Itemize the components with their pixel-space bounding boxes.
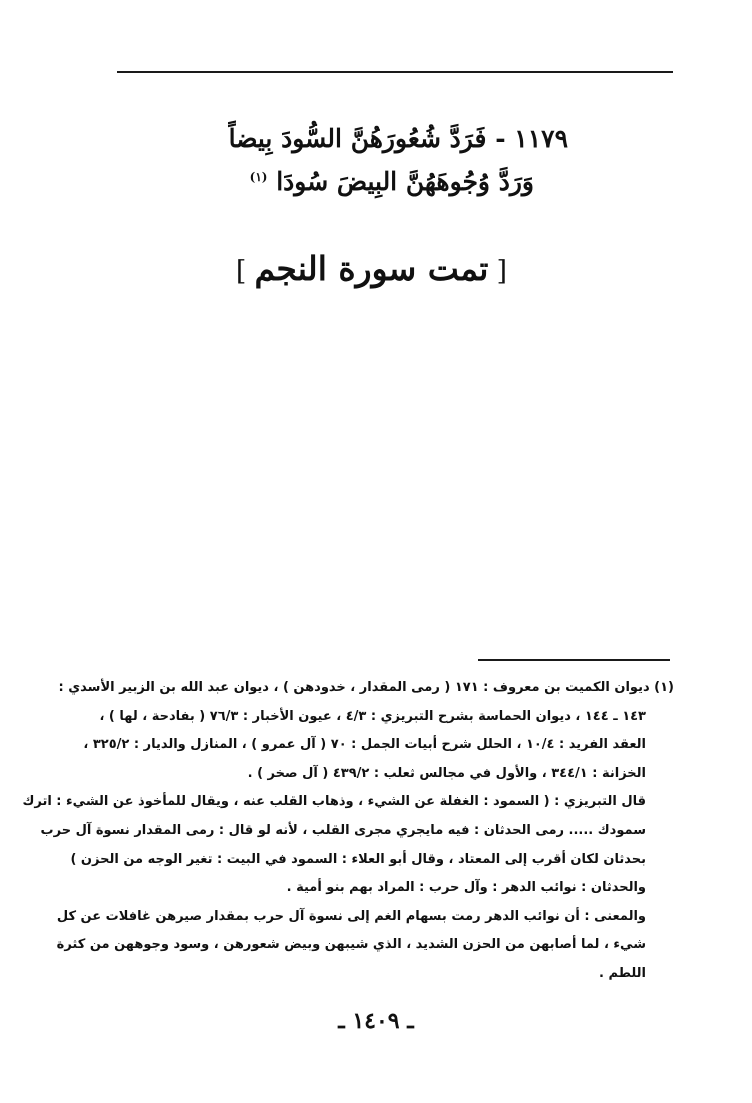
- page-number: ـ ١٤٠٩ ـ: [338, 1008, 414, 1034]
- surah-closing-title: [228, 249, 515, 288]
- footnote-line: بحدثان لكان أقرب إلى المعتاد ، وقال أبو العلاء : السمود في البيت : تغير الوجه من الحزن ): [70, 851, 646, 867]
- footnote-line: (١) ديوان الكميت بن معروف : ١٧١ ( رمى المقدار ، خدودهن ) ، ديوان عبد الله بن الزبير الأسدي :: [58, 680, 674, 695]
- footnotes: [22, 674, 674, 989]
- footnote-line: والحدثان : نوائب الدهر : وآل حرب : المراد بهم بنو أمية .: [286, 880, 646, 896]
- header-rule: [117, 71, 673, 73]
- footnote-line: اللطم .: [599, 965, 646, 981]
- verse-line-1-text: ١١٧٩ - فَرَدَّ شُعُورَهُنَّ السُّودَ بِيضاً: [228, 124, 568, 153]
- footnote-line: قال التبريزي : ( السمود : الغفلة عن الشيء ، وذهاب القلب عنه ، ويقال للمأخوذ عن الشيء : اترك: [22, 794, 646, 810]
- closing-open-bracket: [: [496, 256, 507, 287]
- footnote-line: ١٤٣ ـ ١٤٤ ، ديوان الحماسة بشرح التبريزي : ٤/٣ ، عيون الأخبار : ٧٦/٣ ( بفادحة ، لها ) ،: [99, 708, 646, 724]
- footnote-separator: [478, 659, 670, 661]
- verse-line-2-text: وَرَدَّ وُجُوهَهُنَّ البِيضَ سُودَا: [276, 167, 534, 196]
- footnote-line: والمعنى : أن نوائب الدهر رمت بسهام الغم إلى نسوة آل حرب بمقدار صيرهن غافلات عن كل: [56, 908, 646, 924]
- footnote-line: شيء ، لما أصابهن من الحزن الشديد ، الذي شيبهن وبيض شعورهن ، وسود وجوههن من كثرة: [56, 937, 646, 953]
- verse-line-1: [229, 124, 568, 153]
- closing-close-bracket: ]: [235, 256, 247, 287]
- verse-line-2: [244, 167, 534, 196]
- closing-title-text: تمت سورة النجم: [254, 249, 489, 288]
- footnote-line: الخزانة : ٣٤٤/١ ، والأول في مجالس ثعلب : ٤٣٩/٢ ( آل صخر ) .: [247, 765, 646, 781]
- footnote-line: سمودك ..... رمى الحدثان : فيه مايجري مجرى القلب ، لأنه لو قال : رمى المقدار نسوة آل حرب: [40, 822, 646, 838]
- footnote-line: العقد الفريد : ١٠/٤ ، الحلل شرح أبيات الجمل : ٧٠ ( آل عمرو ) ، المنازل والديار : ٣٢٥/٢ ،: [83, 737, 646, 753]
- footnote-marker: (١): [249, 169, 268, 184]
